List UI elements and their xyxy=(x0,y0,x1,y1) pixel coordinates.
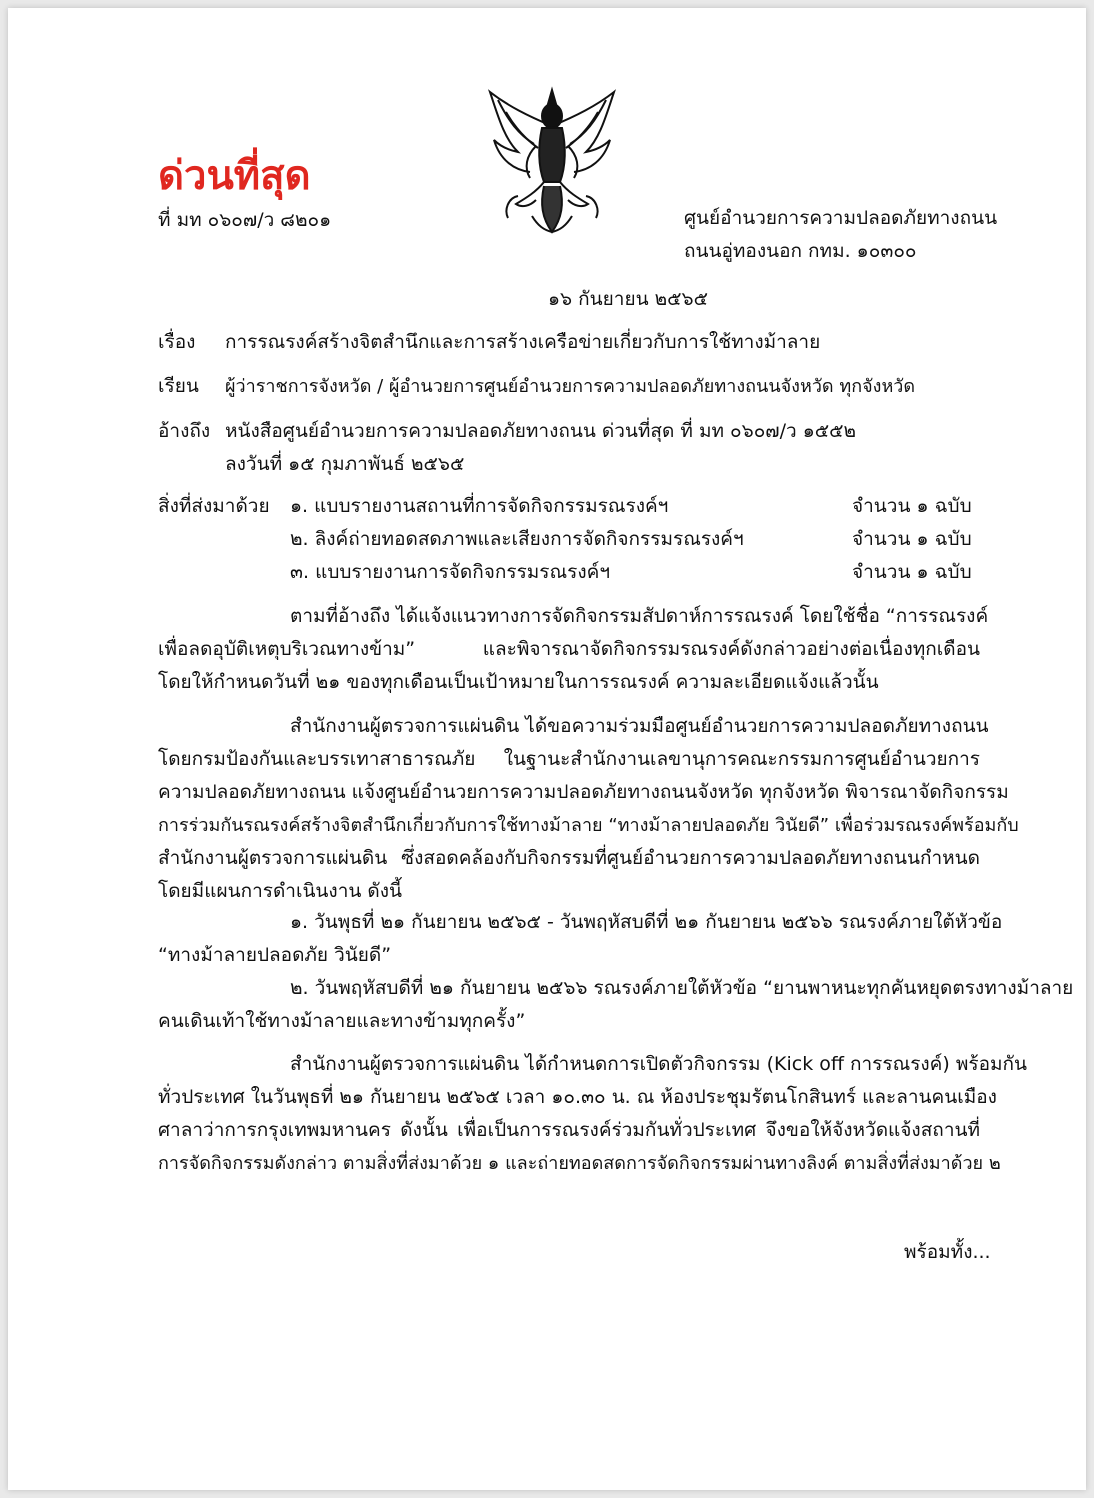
subject-label: เรื่อง xyxy=(158,331,196,353)
plan-item-1-cont: “ทางม้าลายปลอดภัย วินัยดี” xyxy=(158,944,392,966)
body-line: สำนักงานผู้ตรวจการแผ่นดิน ซึ่งสอดคล้องกับกิจกรรมที่ศูนย์อำนวยการความปลอดภัยทางถนนกำหนด xyxy=(158,847,980,869)
org-address: ถนนอู่ทองนอก กทม. ๑๐๓๐๐ xyxy=(684,240,917,262)
body-line: ทั่วประเทศ ในวันพุธที่ ๒๑ กันยายน ๒๕๖๕ เวลา ๑๐.๓๐ น. ณ ห้องประชุมรัตนโกสินทร์ และลานคนเมือง xyxy=(158,1086,997,1108)
body-line: สำนักงานผู้ตรวจการแผ่นดิน ได้ขอความร่วมมือศูนย์อำนวยการความปลอดภัยทางถนน xyxy=(290,715,989,737)
body-line: ตามที่อ้างถึง ได้แจ้งแนวทางการจัดกิจกรรมสัปดาห์การรณรงค์ โดยใช้ชื่อ “การรณรงค์ xyxy=(290,605,989,627)
plan-item-1: ๑. วันพุธที่ ๒๑ กันยายน ๒๕๖๕ - วันพฤหัสบดีที่ ๒๑ กันยายน ๒๕๖๖ รณรงค์ภายใต้หัวข้อ xyxy=(290,911,1003,933)
body-line: โดยกรมป้องกันและบรรเทาสาธารณภัย ในฐานะสำนักงานเลขานุการคณะกรรมการศูนย์อำนวยการ xyxy=(158,748,980,770)
org-name: ศูนย์อำนวยการความปลอดภัยทางถนน xyxy=(684,207,998,229)
enclosure-item: ๒. ลิงค์ถ่ายทอดสดภาพและเสียงการจัดกิจกรรมรณรงค์ฯ xyxy=(290,528,744,550)
body-line: โดยมีแผนการดำเนินงาน ดังนี้ xyxy=(158,880,403,902)
continuation-text: พร้อมทั้ง... xyxy=(904,1241,991,1263)
recipient-label: เรียน xyxy=(158,375,199,397)
reference-line-2: ลงวันที่ ๑๕ กุมภาพันธ์ ๒๕๖๕ xyxy=(225,453,465,475)
body-line: การจัดกิจกรรมดังกล่าว ตามสิ่งที่ส่งมาด้วย ๑ และถ่ายทอดสดการจัดกิจกรรมผ่านทางลิงค์ ตามสิ่งที่ส่งมาด้วย ๒ xyxy=(158,1153,1001,1174)
subject-text: การรณรงค์สร้างจิตสำนึกและการสร้างเครือข่ายเกี่ยวกับการใช้ทางม้าลาย xyxy=(225,331,821,353)
body-line: เพื่อลดอุบัติเหตุบริเวณทางข้าม” และพิจารณาจัดกิจกรรมรณรงค์ดังกล่าวอย่างต่อเนื่องทุกเดือน xyxy=(158,638,980,660)
enclosure-qty: จำนวน ๑ ฉบับ xyxy=(852,495,972,517)
document-date: ๑๖ กันยายน ๒๕๖๕ xyxy=(548,288,708,310)
plan-item-2-cont: คนเดินเท้าใช้ทางม้าลายและทางข้ามทุกครั้ง” xyxy=(158,1010,526,1032)
body-line: โดยให้กำหนดวันที่ ๒๑ ของทุกเดือนเป็นเป้าหมายในการรณรงค์ ความละเอียดแจ้งแล้วนั้น xyxy=(158,671,879,693)
body-line: การร่วมกันรณรงค์สร้างจิตสำนึกเกี่ยวกับการใช้ทางม้าลาย “ทางม้าลายปลอดภัย วินัยดี” เพื่อร่วมรณรงค์พร้อมกับ xyxy=(158,815,1019,836)
recipient-text: ผู้ว่าราชการจังหวัด / ผู้อำนวยการศูนย์อำนวยการความปลอดภัยทางถนนจังหวัด ทุกจังหวัด xyxy=(225,376,916,397)
enclosure-item: ๑. แบบรายงานสถานที่การจัดกิจกรรมรณรงค์ฯ xyxy=(290,495,669,517)
body-line: ความปลอดภัยทางถนน แจ้งศูนย์อำนวยการความปลอดภัยทางถนนจังหวัด ทุกจังหวัด พิจารณาจัดกิจกรรม xyxy=(158,781,1009,803)
enclosures-label: สิ่งที่ส่งมาด้วย xyxy=(158,495,270,517)
document-page xyxy=(8,8,1086,1490)
urgency-label: ด่วนที่สุด xyxy=(158,153,311,199)
document-number: ที่ มท ๐๖๐๗/ว ๘๒๐๑ xyxy=(158,209,332,231)
enclosure-qty: จำนวน ๑ ฉบับ xyxy=(852,528,972,550)
garuda-emblem-icon xyxy=(478,86,626,236)
body-line: ศาลาว่าการกรุงเทพมหานคร ดังนั้น เพื่อเป็นการรณรงค์ร่วมกันทั่วประเทศ จึงขอให้จังหวัดแจ้งสถานที่ xyxy=(158,1119,980,1141)
body-line: สำนักงานผู้ตรวจการแผ่นดิน ได้กำหนดการเปิดตัวกิจกรรม (Kick off การรณรงค์) พร้อมกัน xyxy=(290,1053,1028,1075)
reference-label: อ้างถึง xyxy=(158,420,211,442)
plan-item-2: ๒. วันพฤหัสบดีที่ ๒๑ กันยายน ๒๕๖๖ รณรงค์ภายใต้หัวข้อ “ยานพาหนะทุกคันหยุดตรงทางม้าลาย xyxy=(290,977,1074,999)
enclosure-item: ๓. แบบรายงานการจัดกิจกรรมรณรงค์ฯ xyxy=(290,561,610,583)
enclosure-qty: จำนวน ๑ ฉบับ xyxy=(852,561,972,583)
reference-line-1: หนังสือศูนย์อำนวยการความปลอดภัยทางถนน ด่วนที่สุด ที่ มท ๐๖๐๗/ว ๑๕๕๒ xyxy=(225,420,857,442)
